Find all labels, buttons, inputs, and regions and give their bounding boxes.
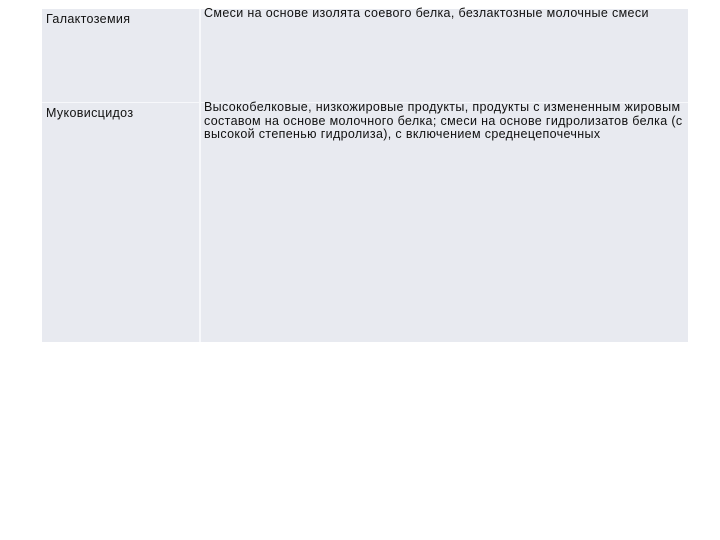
products-cell [200, 100, 688, 343]
diet-table [42, 6, 688, 342]
products-text: Высокобелковые, низкожировые продукты, продукты с измененным жировым составом на основе молочного белка; смеси на основе гидролизатов белка (с высокой степенью гидролиза), с включением среднецепочечных [204, 100, 683, 142]
disease-cell [42, 103, 200, 343]
table-row [42, 103, 688, 343]
disease-name: Галактоземия [46, 12, 131, 26]
products-cell [200, 6, 688, 103]
disease-name: Муковисцидоз [46, 106, 134, 120]
disease-cell [42, 9, 200, 103]
products-text: Смеси на основе изолята соевого белка, безлактозные молочные смеси [204, 6, 649, 20]
table-row [42, 9, 688, 103]
